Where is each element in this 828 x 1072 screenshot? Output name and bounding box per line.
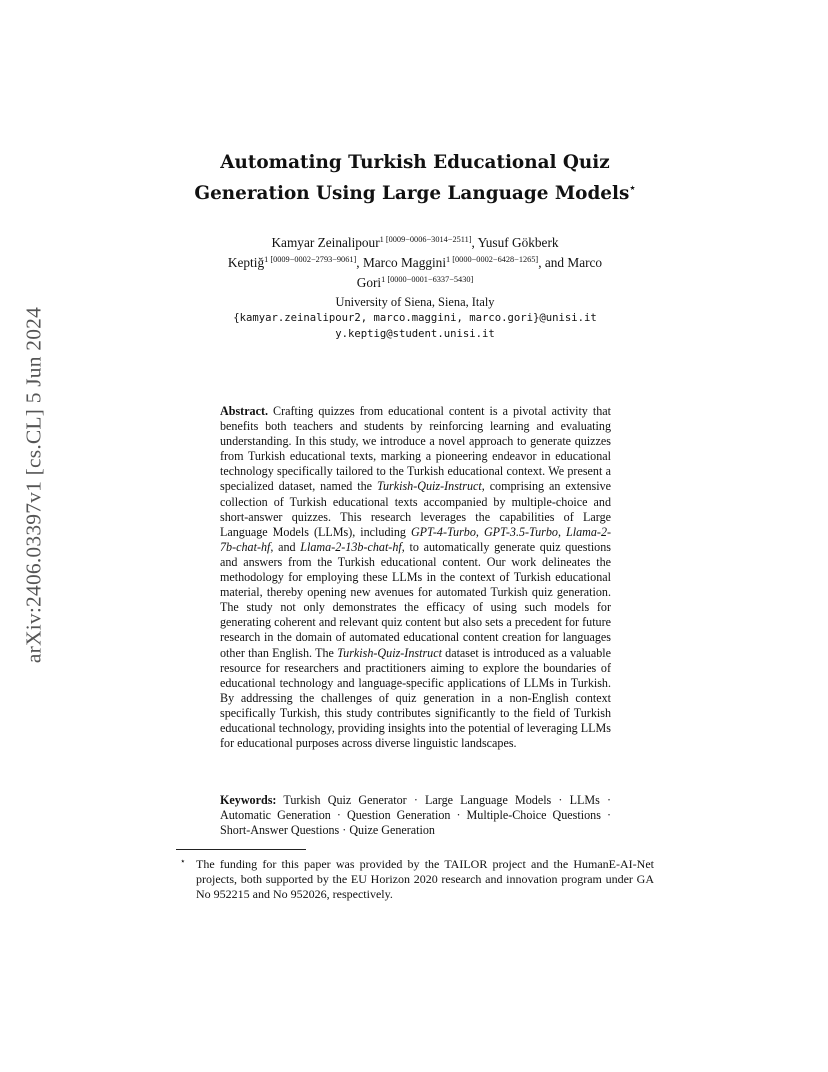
abstract-dataset-name: Turkish-Quiz-Instruct — [376, 479, 482, 494]
keywords-text: Turkish Quiz Generator · Large Language Models · LLMs · Automatic Generation · Question Generation · Multiple-Choice Questions · Short-Answer Questions · Quize Generation — [220, 793, 611, 838]
abstract-model-3: Llama-2-7b-chat-hf — [220, 524, 612, 554]
author-4-orcid: 1 [0000−0001−6337−5430] — [381, 275, 474, 284]
author-list — [160, 231, 670, 291]
title-line-1: Automating Turkish Educational Quiz — [220, 152, 610, 173]
footnote-mark: ⋆ — [180, 856, 186, 866]
keywords — [220, 793, 611, 838]
title-line-2-text: Generation Using Large Language Models — [194, 183, 630, 204]
author-1-name: Kamyar Zeinalipour — [271, 235, 380, 250]
footnote-text: The funding for this paper was provided by the TAILOR project and the HumanE-AI-Net projects, both supported by the EU Horizon 2020 research and innovation program under GA No 952215 and No 952026, respectively. — [196, 857, 654, 902]
arxiv-identifier-text: arXiv:2406.03397v1 [cs.CL] 5 Jun 2024 — [21, 306, 46, 664]
abstract-model-4: Llama-2-13b-chat-hf — [300, 539, 402, 554]
author-2-name-part-1: Yusuf Gökberk — [477, 235, 559, 250]
footnote-divider — [176, 849, 306, 850]
author-2-orcid: 1 [0009−0002−2793−9061] — [264, 255, 357, 264]
abstract-text-4: , — [557, 524, 566, 539]
affiliation-block — [160, 294, 670, 342]
abstract-text-5: , and — [270, 539, 301, 554]
abstract-text-3: , — [475, 524, 484, 539]
author-3-orcid: 1 [0000−0002−6428−1265] — [446, 255, 539, 264]
abstract-text-6: , to automatically generate quiz questions and answers from the Turkish educational content. Our work delineates the methodology for employing these LLMs in the context of Turkish educational material, thereby opening new avenues for automated Turkish quiz generation. The study not only demonstrates the efficacy of using such models for generating coherent and relevant quiz content but also sets a precedent for future research in the domain of automated educational content creation for languages other than English. The — [220, 539, 611, 660]
arxiv-sidebar-identifier — [21, 300, 47, 670]
abstract-model-1: GPT-4-Turbo — [410, 524, 476, 539]
author-line-3 — [160, 271, 670, 291]
author-line-1: Kamyar Zeinalipour$^{1 [0009-0006-3014-2511]}$, Yusuf Gökberk — [271, 235, 559, 250]
author-and-text: and Marco — [544, 255, 603, 270]
title-line-2 — [170, 176, 660, 207]
keywords-label: Keywords: — [220, 793, 277, 807]
abstract-text-1: Crafting quizzes from educational content is a pivotal activity that benefits both teachers and students by reinforcing learning and evaluating understanding. In this study, we introduce a novel approach to generate quizzes from Turkish educational texts, marking a pioneering endeavor in educational technology specifically tailored to the Turkish educational context. We present a specialized dataset, named the — [220, 404, 611, 494]
author-2-name-part-2: Keptiğ — [227, 255, 265, 270]
author-1-orcid: 1 [0009−0006−3014−2511] — [379, 235, 472, 244]
author-line-2: Keptiğ$^{1 [0009-0002-2793-9061]}$, Marco Maggini$^{1 [0000-0002-6428-1265]}$, and Marco — [227, 255, 603, 270]
abstract — [220, 404, 611, 751]
footnote — [176, 857, 654, 903]
abstract-text-7: dataset is introduced as a valuable resource for researchers and practitioners aiming to explore the boundaries of educational technology and language-specific applications of LLMs in Turkish. By addressing the challenges of quiz generation in a non-English context specifically Turkish, this study contributes significantly to the field of Turkish educational technology, providing insights into the potential of leveraging LLMs for educational purposes across diverse linguistic landscapes. — [220, 645, 611, 751]
affiliation-emails-1: {kamyar.zeinalipour2, marco.maggini, marco.gori}@unisi.it — [233, 312, 597, 324]
abstract-text-2: , comprising an extensive collection of Turkish educational texts accompanied by multiple-choice and short-answer quizzes. This research leverages the capabilities of Large Language Models (LLMs), including — [220, 479, 611, 539]
affiliation-institution: University of Siena, Siena, Italy — [335, 295, 495, 309]
author-3-name: Marco Maggini — [362, 255, 447, 270]
abstract-model-2: GPT-3.5-Turbo — [483, 524, 558, 539]
author-4-name: Gori — [356, 275, 382, 290]
abstract-label: Abstract. — [220, 404, 269, 418]
title-footnote-star: ⋆ — [629, 183, 636, 194]
paper-title — [170, 150, 660, 207]
abstract-dataset-name-2: Turkish-Quiz-Instruct — [337, 645, 442, 660]
affiliation-emails-2: y.keptig@student.unisi.it — [335, 328, 495, 340]
